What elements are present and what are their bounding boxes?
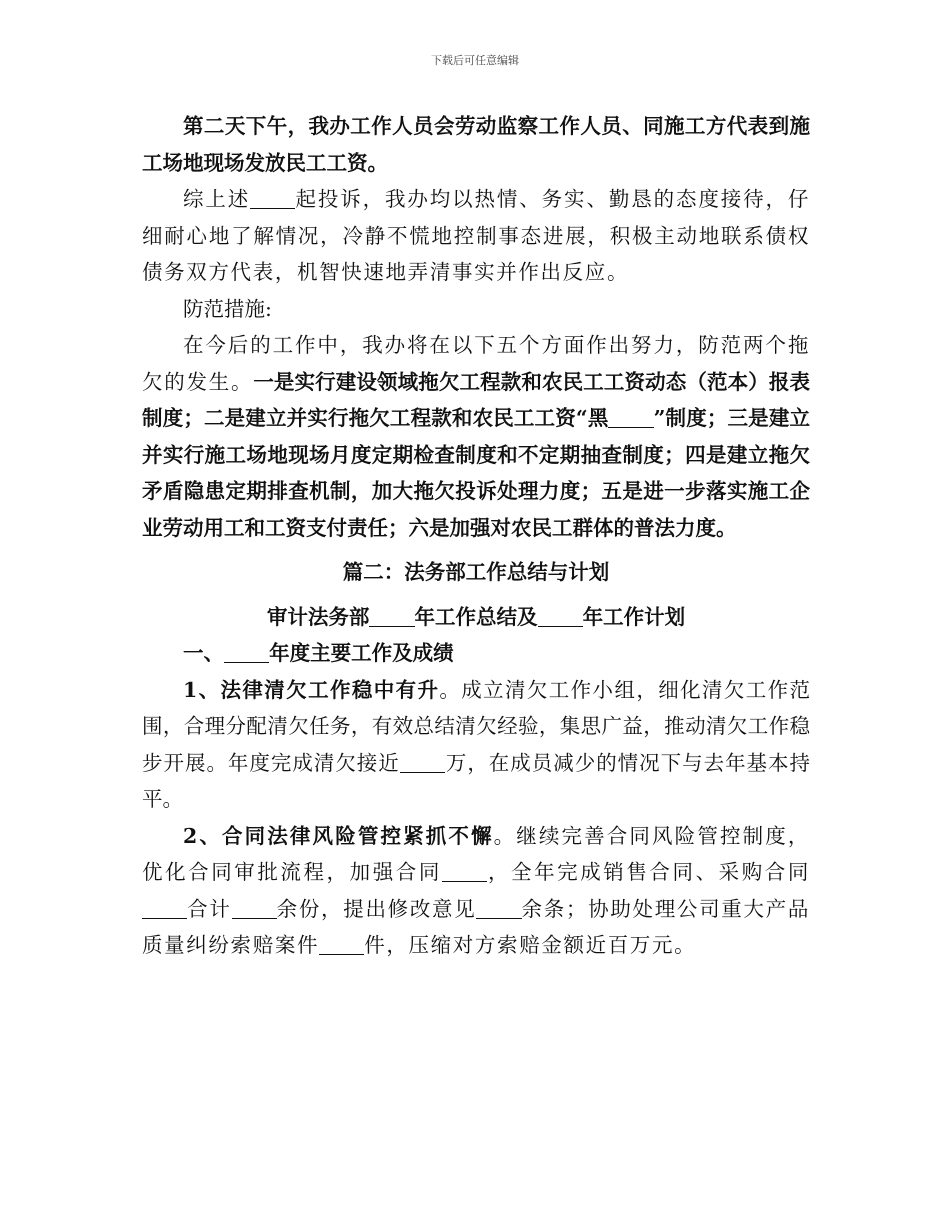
page-header: 下载后可任意编辑 [431,54,519,67]
blank-field [608,407,653,429]
report-title: 审计法务部 年工作总结及 年工作计划 [266,604,686,629]
chapter-title: 篇二：法务部工作总结与计划 [342,560,610,584]
blank-field [476,897,521,919]
section-heading: 一、 年度主要工作及成绩 [183,641,454,665]
blank-field [538,605,583,627]
blank-field [319,934,364,956]
document-body [142,108,810,964]
paragraph-site-visit: 第二天下午，我办工作人员会劳动监察工作人员、同施工方代表到施工场地现场发放民工工资。 [142,114,810,175]
blank-field [142,897,187,919]
blank-field [400,751,445,773]
blank-field [442,861,487,883]
paragraph-item-1: 1、法律清欠工作稳中有升。成立清欠工作小组，细化清欠工作范围，合理分配清欠任务，有效总结清欠经验，集思广益，推动清欠工作稳步开展。年度完成清欠接近 万，在成员减少的情况下与去年基本持平。 [142,677,811,811]
paragraph-summary: 综上述 起投诉，我办均以热情、务实、勤恳的态度接待，仔细耐心地了解情况，冷静不慌地控制事态进展，积极主动地联系债权债务双方代表，机智快速地弄清事实并作出反应。 [142,187,811,284]
paragraph-prevention-heading: 防范措施: [183,296,272,321]
blank-field [224,642,269,664]
blank-field [250,188,295,210]
paragraph-prevention-measures: 在今后的工作中，我办将在以下五个方面作出努力，防范两个拖欠的发生。一是实行建设领域拖欠工程款和农民工工资动态（范本）报表制度；二是建立并实行拖欠工程款和农民工工资“黑 ”制度；三是建立并实行施工场地现场月度定期检查制度和不定期抽查制度；四是建立拖欠矛盾隐患定期排查机制，加大拖欠投诉处理力度；五是进一步落实施工企业劳动用工和工资支付责任；六是加强对农民工群体的普法力度。 [142,333,810,540]
blank-field [369,605,414,627]
paragraph-item-2: 2、合同法律风险管控紧抓不懈。继续完善合同风险管控制度，优化合同审批流程，加强合同 ，全年完成销售合同、采购合同合计 余份，提出修改意见 余条；协助处理公司重大产品质量纠纷索赔案件 件，压缩对方索赔金额近百万元。 [142,823,810,957]
blank-field [232,897,277,919]
